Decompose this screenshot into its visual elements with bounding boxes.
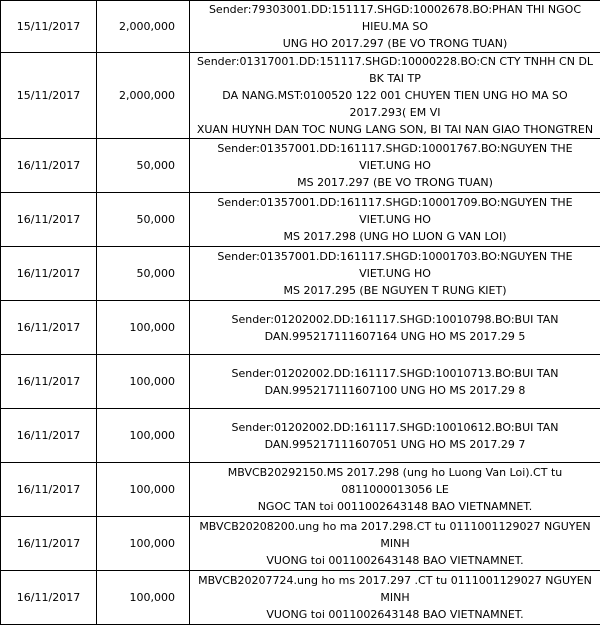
amount-cell: 100,000 [97,517,190,571]
description-cell: Sender:01202002.DD:161117.SHGD:10010713.BO:BUI TAN DAN.995217111607100 UNG HO MS 2017.29 8 [190,355,600,409]
date-cell: 16/11/2017 [1,193,97,247]
table-row [1,193,600,247]
amount-cell: 50,000 [97,247,190,301]
table-row [1,53,600,139]
description-cell: Sender:01317001.DD:151117.SHGD:10000228.BO:CN CTY TNHH CN DL BK TAI TP DA NANG.MST:0100520 122 001 CHUYEN TIEN UNG HO MA SO 2017.293( EM VI XUAN HUYNH DAN TOC NUNG LANG SON, BI TAI NAN GIAO THONGTREN [190,53,600,139]
description-cell: Sender:79303001.DD:151117.SHGD:10002678.BO:PHAN THI NGOC HIEU.MA SO UNG HO 2017.297 (BE VO TRONG TUAN) [190,1,600,53]
amount-cell: 50,000 [97,139,190,193]
date-cell: 16/11/2017 [1,355,97,409]
amount-cell: 2,000,000 [97,53,190,139]
date-cell: 15/11/2017 [1,53,97,139]
table-row [1,355,600,409]
date-cell: 16/11/2017 [1,247,97,301]
table-row [1,409,600,463]
table-row [1,571,600,625]
table-row [1,1,600,53]
amount-cell: 100,000 [97,355,190,409]
date-cell: 16/11/2017 [1,571,97,625]
amount-cell: 100,000 [97,301,190,355]
description-cell: MBVCB20207724.ung ho ms 2017.297 .CT tu 0111001129027 NGUYEN MINH VUONG toi 0011002643148 BAO VIETNAMNET. [190,571,600,625]
amount-cell: 2,000,000 [97,1,190,53]
date-cell: 16/11/2017 [1,139,97,193]
description-cell: Sender:01202002.DD:161117.SHGD:10010612.BO:BUI TAN DAN.995217111607051 UNG HO MS 2017.29 7 [190,409,600,463]
amount-cell: 100,000 [97,409,190,463]
date-cell: 15/11/2017 [1,1,97,53]
description-cell: Sender:01202002.DD:161117.SHGD:10010798.BO:BUI TAN DAN.995217111607164 UNG HO MS 2017.29 5 [190,301,600,355]
description-cell: Sender:01357001.DD:161117.SHGD:10001767.BO:NGUYEN THE VIET.UNG HO MS 2017.297 (BE VO TRONG TUAN) [190,139,600,193]
table-row [1,247,600,301]
table-row [1,463,600,517]
amount-cell: 100,000 [97,463,190,517]
table-row [1,301,600,355]
table-row [1,139,600,193]
description-cell: MBVCB20292150.MS 2017.298 (ung ho Luong Van Loi).CT tu 0811000013056 LE NGOC TAN toi 0011002643148 BAO VIETNAMNET. [190,463,600,517]
date-cell: 16/11/2017 [1,409,97,463]
amount-cell: 50,000 [97,193,190,247]
date-cell: 16/11/2017 [1,463,97,517]
description-cell: Sender:01357001.DD:161117.SHGD:10001703.BO:NGUYEN THE VIET.UNG HO MS 2017.295 (BE NGUYEN T RUNG KIET) [190,247,600,301]
table-row [1,517,600,571]
date-cell: 16/11/2017 [1,301,97,355]
amount-cell: 100,000 [97,571,190,625]
date-cell: 16/11/2017 [1,517,97,571]
description-cell: Sender:01357001.DD:161117.SHGD:10001709.BO:NGUYEN THE VIET.UNG HO MS 2017.298 (UNG HO LUON G VAN LOI) [190,193,600,247]
description-cell: MBVCB20208200.ung ho ma 2017.298.CT tu 0111001129027 NGUYEN MINH VUONG toi 0011002643148 BAO VIETNAMNET. [190,517,600,571]
